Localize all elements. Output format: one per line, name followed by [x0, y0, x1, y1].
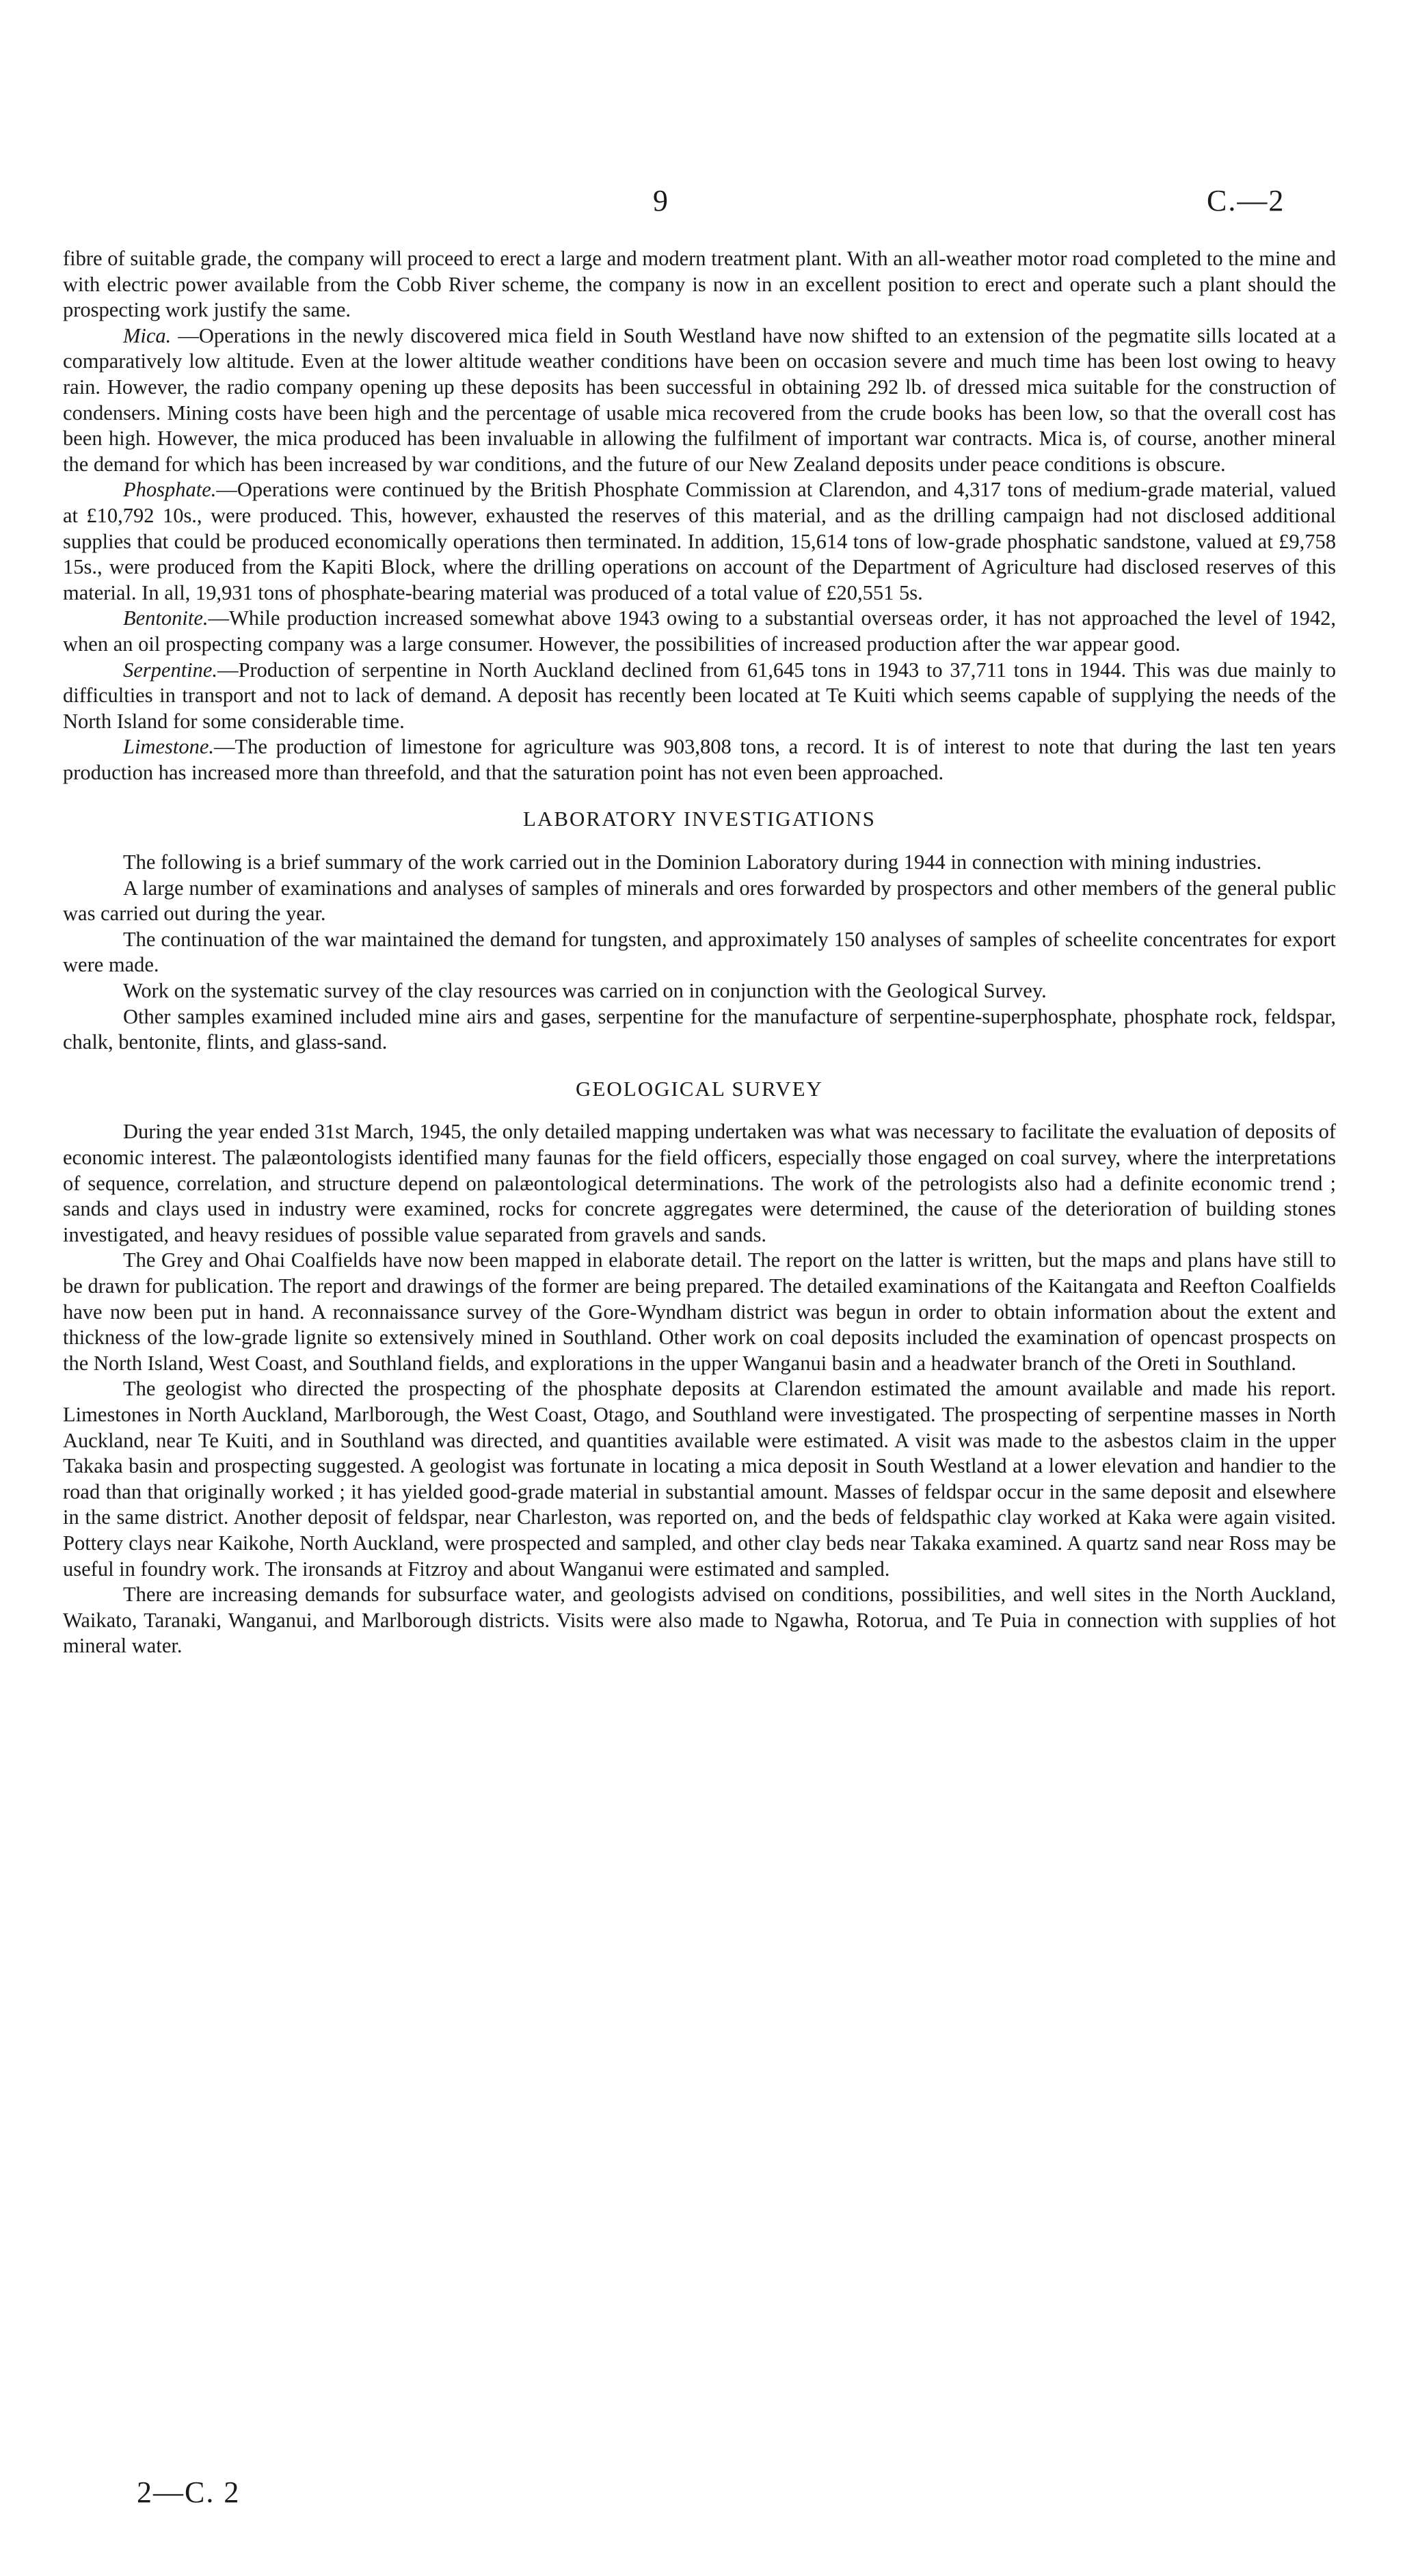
paragraph-lead-phosphate: Phosphate. [123, 478, 217, 502]
lab-paragraph: Other samples examined included mine airs and gases, serpentine for the manufacture of serpentine-superphosphate, phosphate rock, feldspar, chalk, bentonite, flints, and glass-sand. [63, 1004, 1336, 1054]
lab-paragraph: A large number of examinations and analyses of samples of minerals and ores forwarded by prospectors and other members of the general public was carried out during the year. [63, 876, 1336, 926]
paragraph-lead-bentonite: Bentonite. [123, 606, 209, 630]
paragraph-serpentine [63, 658, 1336, 735]
paragraph-lead-serpentine: Serpentine. [123, 658, 218, 682]
lab-paragraph: The following is a brief summary of the work carried out in the Dominion Laboratory during 1944 in connection with mining industries. [123, 850, 1262, 874]
paragraph-mica [63, 323, 1336, 478]
paragraph-bentonite [63, 606, 1336, 657]
section-heading-laboratory: LABORATORY INVESTIGATIONS [523, 807, 876, 831]
paragraph-lead-mica: Mica. [123, 323, 172, 347]
paragraph-text: —The production of limestone for agriculture was 903,808 tons, a record. It is of interest to note that during the last ten years production has increased more than threefold, and that the saturation point has not even been approached. [63, 735, 1336, 784]
geo-paragraph: The geologist who directed the prospecting of the phosphate deposits at Clarendon estimated the amount available and made his report. Limestones in North Auckland, Marlborough, the West Coast, Otago, and Southland were investigated. The prospecting of serpentine masses in North Auckland, near Te Kuiti, and in Southland was directed, and quantities available were estimated. A visit was made to the asbestos claim in the upper Takaka basin and prospecting suggested. A geologist was fortunate in locating a mica deposit in South Westland at a lower elevation and handier to the road than that originally worked ; it has yielded good-grade material in substantial amount. Masses of feldspar occur in the same deposit and elsewhere in the same district. Another deposit of feldspar, near Charleston, was reported on, and the beds of feldspathic clay worked at Kaka were again visited. Pottery clays near Kaikohe, North Auckland, were prospected and sampled, and other clay beds near Takaka examined. A quartz sand near Ross may be useful in foundry work. The ironsands at Fitzroy and about Wanganui were estimated and sampled. [63, 1377, 1336, 1581]
lab-paragraph: The continuation of the war maintained the demand for tungsten, and approximately 150 analyses of samples of scheelite concentrates for export were made. [63, 927, 1336, 977]
document-reference: C.—2 [1207, 184, 1285, 217]
body-text [63, 246, 1336, 1659]
geo-paragraph: The Grey and Ohai Coalfields have now been mapped in elaborate detail. The report on the latter is written, but the maps and plans have still to be drawn for publication. The report and drawings of the former are being prepared. The detailed examinations of the Kaitangata and Reefton Coalfields have now been put in hand. A reconnaissance survey of the Gore-Wyndham district was begun in order to obtain information about the extent and thickness of the low-grade lignite so extensively mined in Southland. Other work on coal deposits included the examination of opencast prospects on the North Island, West Coast, and Southland fields, and explorations in the upper Wanganui basin and a headwater branch of the Oreti in Southland. [63, 1248, 1336, 1375]
lab-paragraph: Work on the systematic survey of the clay resources was carried on in conjunction with the Geological Survey. [123, 979, 1047, 1003]
geo-paragraph: There are increasing demands for subsurface water, and geologists advised on conditions, possibilities, and well sites in the North Auckland, Waikato, Taranaki, Wanganui, and Marlborough districts. Visits were also made to Ngawha, Rotorua, and Te Puia in connection with supplies of hot mineral water. [63, 1583, 1336, 1658]
paragraph-text: fibre of suitable grade, the company will proceed to erect a large and modern treatment plant. With an all-weather motor road completed to the mine and with electric power available from the Cobb River scheme, the company is now in an excellent position to erect and operate such a plant should the prospecting work justify the same. [63, 247, 1336, 322]
page-number: 9 [653, 184, 668, 217]
paragraph-text: —While production increased somewhat above 1943 owing to a substantial overseas order, it has not approached the level of 1942, when an oil prospecting company was a large consumer. However, the possibilities of increased production after the war appear good. [63, 606, 1336, 656]
paragraph-lead-limestone: Limestone. [123, 735, 215, 759]
signature-mark: 2—C. 2 [137, 2476, 241, 2509]
section-heading-geological: GEOLOGICAL SURVEY [576, 1076, 823, 1101]
paragraph-text: —Operations were continued by the British Phosphate Commission at Clarendon, and 4,317 tons of medium-grade material, valued at £10,792 10s., were produced. This, however, exhausted the reserves of this material, and as the drilling campaign had not disclosed additional supplies that could be produced economically operations then terminated. In addition, 15,614 tons of low-grade phosphatic sandstone, valued at £9,758 15s., were produced from the Kapiti Block, where the drilling operations on account of the Department of Agriculture had disclosed reserves of this material. In all, 19,931 tons of phosphate-bearing material was produced of a total value of £20,551 5s. [63, 478, 1336, 604]
paragraph-fibre-continuation [63, 246, 1336, 323]
paragraph-text: —Production of serpentine in North Auckland declined from 61,645 tons in 1943 to 37,711 tons in 1944. This was due mainly to difficulties in transport and not to lack of demand. A deposit has recently been located at Te Kuiti which seems capable of supplying the needs of the North Island for some considerable time. [63, 658, 1336, 733]
paragraph-phosphate [63, 477, 1336, 606]
paragraph-limestone [63, 734, 1336, 786]
geo-paragraph: During the year ended 31st March, 1945, the only detailed mapping undertaken was what was necessary to facilitate the evaluation of deposits of economic interest. The palæontologists identified many faunas for the field officers, especially those engaged on coal survey, where the interpretations of sequence, correlation, and structure depend on palæontological determinations. The work of the petrologists also had a definite economic trend ; sands and clays used in industry were examined, rocks for concrete aggregates were determined, the cause of the deterioration of building stones investigated, and heavy residues of possible value separated from gravels and sands. [63, 1120, 1336, 1246]
paragraph-text: —Operations in the newly discovered mica field in South Westland have now shifted to an extension of the pegmatite sills located at a comparatively low altitude. Even at the lower altitude weather conditions have been on occasion severe and much time has been lost owing to heavy rain. However, the radio company opening up these deposits has been successful in obtaining 292 lb. of dressed mica suitable for the construction of condensers. Mining costs have been high and the percentage of usable mica recovered from the crude books has been low, so that the overall cost has been high. However, the mica produced has been invaluable in allowing the fulfilment of important war contracts. Mica is, of course, another mineral the demand for which has been increased by war conditions, and the future of our New Zealand deposits under peace conditions is obscure. [63, 323, 1336, 476]
